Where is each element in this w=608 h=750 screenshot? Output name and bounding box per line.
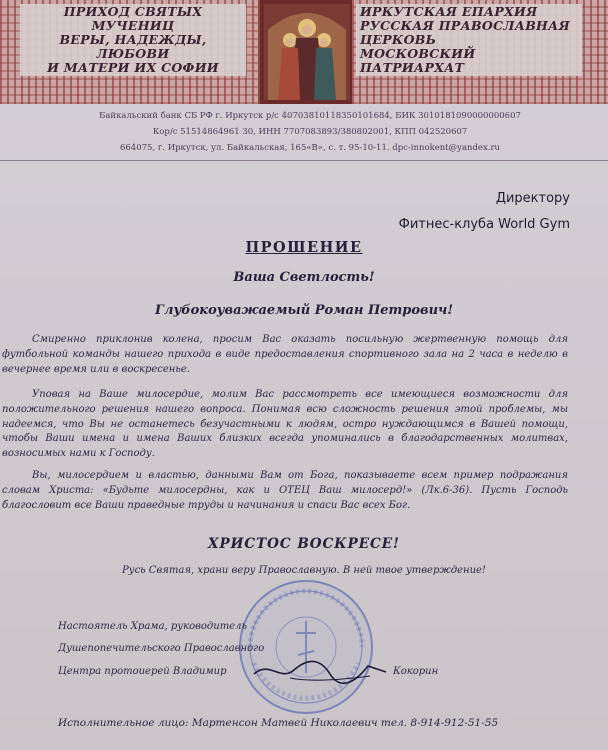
eparchy-name-line: ИРКУТСКАЯ ЕПАРХИЯ [360, 4, 538, 19]
parish-name-line: И МАТЕРИ ИХ СОФИИ [47, 60, 219, 75]
letterhead-ornament-right [352, 0, 608, 104]
paragraph-hope: Уповая на Ваше милосердие, молим Вас рассмотреть все имеющиеся возможности для положительного решения нашего вопроса. Понимая всю сложность решения этой проблемы, мы надеемся, что Вы не останетесь безучастными к людям, остро нуждающимся в Вашей помощи, чтобы Ваши имена и имена Ваших близких всегда упоминались в благодарственных молитвах, возносимых нами к Господу. [2, 389, 568, 460]
face [286, 38, 294, 46]
face [302, 25, 312, 35]
recipient-block [399, 186, 570, 238]
saints-icon [258, 0, 356, 104]
salutation-title: Ваша Светлость! [233, 270, 375, 285]
recipient-position: Директору [495, 191, 570, 206]
header-divider [0, 160, 608, 161]
letterhead [0, 0, 608, 108]
executor-contact: Исполнительное лицо: Мартенсон Матвей Николаевич тел. 8-914-912-51-55 [58, 717, 499, 729]
parish-name-line: ВЕРЫ, НАДЕЖДЫ, ЛЮБОВИ [59, 32, 207, 61]
recipient-organization: Фитнес-клуба World Gym [398, 217, 570, 232]
closing-blessing: Русь Святая, храни веру Православную. В ней твое утверждение! [122, 565, 486, 576]
signatory-surname: Кокорин [393, 666, 439, 677]
bank-details [50, 108, 570, 156]
letterhead-ornament-left [0, 0, 258, 104]
eparchy-name [356, 4, 582, 76]
eparchy-name-line: МОСКОВСКИЙ ПАТРИАРХАТ [360, 46, 476, 75]
parish-name-line: ПРИХОД СВЯТЫХ МУЧЕНИЦ [63, 4, 203, 33]
handwritten-signature [250, 652, 390, 688]
parish-name [20, 4, 246, 76]
face [320, 38, 328, 46]
paragraph-request: Смиренно приклонив колена, просим Вас оказать посильную жертвенную помощь для футбольной команды нашего прихода в виде предоставления спортивного зала на 2 часа в неделю в вечернее время или в воскресенье. [2, 334, 568, 375]
document-title: ПРОШЕНИЕ [245, 239, 363, 256]
bank-details-line: 664075, г. Иркутск, ул. Байкальская, 165«В», с. т. 95-10-11. dpc-innokent@yandex.ru [119, 143, 500, 153]
bank-details-line: Кор/с 51514864961 30, ИНН 7707083893/380802001, КПП 042520607 [152, 127, 468, 137]
signatory-title-line: Душепопечительского Православного [58, 643, 265, 654]
bank-details-line: Байкальский банк СБ РФ г. Иркутск р/с 40703810118350101684, БИК 3010181090000000607 [99, 111, 521, 121]
salutation-name: Глубокоуважаемый Роман Петрович! [154, 303, 454, 318]
easter-greeting: ХРИСТОС ВОСКРЕСЕ! [208, 536, 400, 552]
signatory-title-line: Настоятель Храма, руководитель [58, 621, 247, 632]
eparchy-name-line: РУССКАЯ ПРАВОСЛАВНАЯ ЦЕРКОВЬ [360, 18, 570, 47]
signatory-name: Центра протоиерей Владимир [58, 666, 227, 677]
paragraph-blessing: Вы, милосердием и властью, данными Вам от Бога, показываете всем пример подражания словам Христа: «Будьте милосердны, как и ОТЕЦ Ваш милосерд!» (Лк.6-36). Пусть Господь благословит все Ваши праведные труды и начинания и спаси Вас всех Бог. [2, 470, 568, 511]
saints-icon-image [260, 0, 354, 104]
